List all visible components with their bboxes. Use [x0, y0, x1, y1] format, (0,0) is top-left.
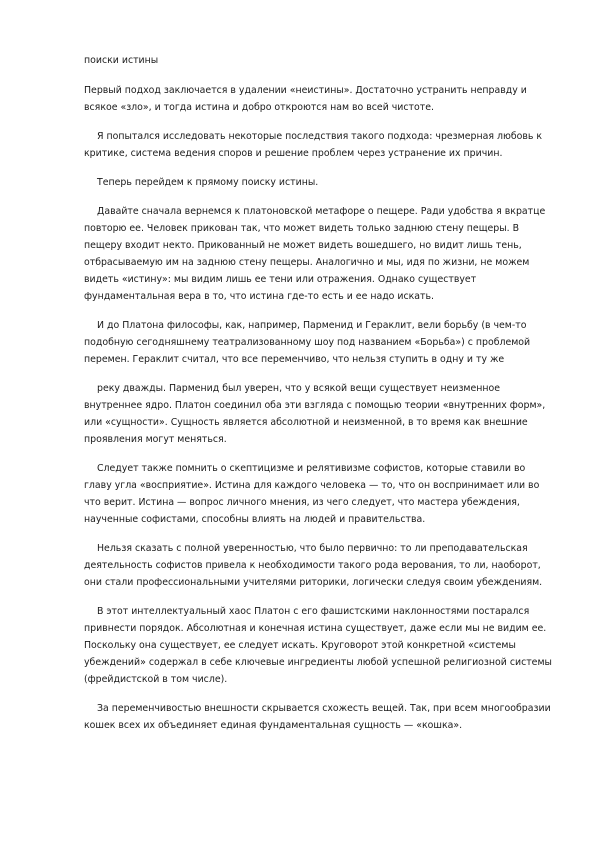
section-heading: поиски истины	[84, 55, 159, 66]
paragraph: За переменчивостью внешности скрывается схожесть вещей. Так, при всем многообразии кошек всех их объединяет единая фундаментальная сущность — «кошка».	[84, 703, 551, 731]
paragraph: В этот интеллектуальный хаос Платон с его фашистскими наклонностями постарался привнести порядок. Абсолютная и конечная истина существует, даже если мы не видим ее. Поскольку она существует, ее следует искать. Круговорот этой конкретной «системы убеждений» содержал в себе ключевые ингредиенты любой успешной религиозной системы (фрейдистской в том числе).	[84, 606, 552, 685]
paragraph: Теперь перейдем к прямому поиску истины.	[97, 177, 319, 188]
paragraph: Нельзя сказать с полной уверенностью, что было первично: то ли преподавательская деятельность софистов привела к необходимости такого рода верования, то ли, наоборот, они стали профессиональными учителями риторики, логически следуя своим убеждениям.	[84, 543, 543, 588]
paragraph: Первый подход заключается в удалении «неистины». Достаточно устранить неправду и всякое «зло», и тогда истина и добро откроются нам во всей чистоте.	[84, 85, 527, 113]
paragraph: И до Платона философы, как, например, Парменид и Гераклит, вели борьбу (в чем-то подобную сегодняшнему театрализованному шоу под названием «Борьба») с проблемой перемен. Гераклит считал, что все переменчиво, что нельзя ступить в одну и ту же	[84, 320, 531, 365]
paragraph: Следует также помнить о скептицизме и релятивизме софистов, которые ставили во главу угла «восприятие». Истина для каждого человека — то, что он воспринимает или во что верит. Истина — вопрос личного мнения, из чего следует, что мастера убеждения, наученные софистами, способны влиять на людей и правительства.	[84, 463, 540, 525]
paragraph: Давайте сначала вернемся к платоновской метафоре о пещере. Ради удобства я вкратце повторю ее. Человек прикован так, что может видеть только заднюю стену пещеры. В пещеру входит некто. Прикованный не может видеть вошедшего, но видит лишь тень, отбрасываемую им на заднюю стену пещеры. Аналогично и мы, идя по жизни, не можем видеть «истину»: мы видим лишь ее тени или отражения. Однако существует фундаментальная вера в то, что истина где-то есть и ее надо искать.	[84, 206, 546, 302]
paragraph: реку дважды. Парменид был уверен, что у всякой вещи существует неизменное внутреннее ядро. Платон соединил оба эти взгляда с помощью теории «внутренних форм», или «сущности». Сущность является абсолютной и неизменной, в то время как внешние проявления могут меняться.	[84, 383, 546, 445]
document-body	[84, 52, 554, 746]
paragraph: Я попытался исследовать некоторые последствия такого подхода: чрезмерная любовь к критике, система ведения споров и решение проблем через устранение их причин.	[84, 131, 543, 159]
